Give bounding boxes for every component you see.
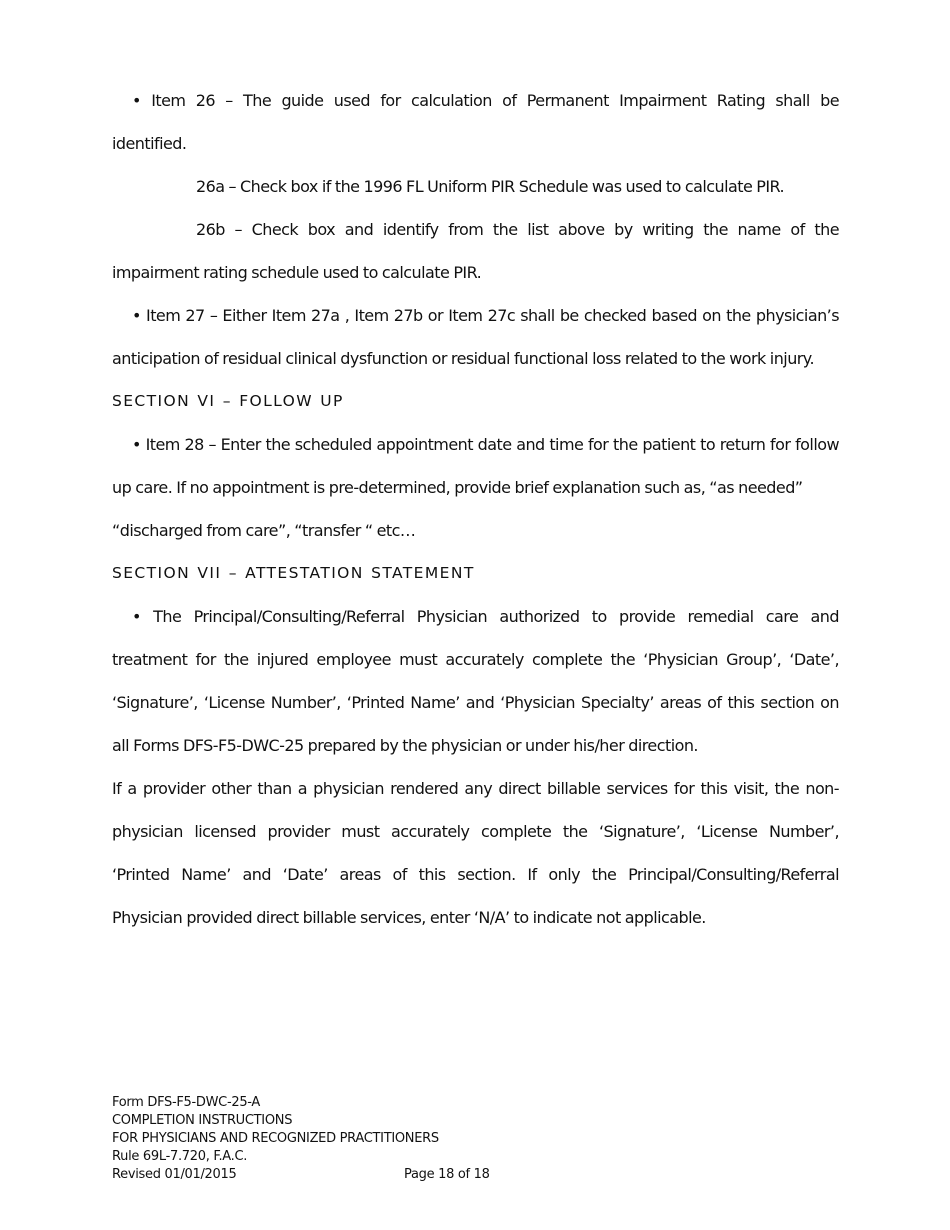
footer-rule: Rule 69L-7.720, F.A.C. <box>112 1149 248 1164</box>
footer-last-line <box>112 1166 612 1184</box>
item28-text: • Item 28 – Enter the scheduled appointment date and time for the patient to return for follow <box>132 435 839 454</box>
provider-text-cont2: ‘Printed Name’ and ‘Date’ areas of this section. If only the Principal/Consulting/Referral <box>112 865 839 884</box>
attestation-text-cont2: ‘Signature’, ‘License Number’, ‘Printed Name’ and ‘Physician Specialty’ areas of this section on <box>112 693 839 712</box>
provider-text: If a provider other than a physician rendered any direct billable services for this visit, the non- <box>112 779 839 798</box>
attestation-text: • The Principal/Consulting/Referral Physician authorized to provide remedial care and <box>132 607 839 626</box>
item27-text: • Item 27 – Either Item 27a , Item 27b or Item 27c shall be checked based on the physician’s <box>132 306 839 325</box>
footer-revised: Revised 01/01/2015 <box>112 1167 237 1182</box>
footer-page-number: Page 18 of 18 <box>404 1167 490 1182</box>
footer-form-id: Form DFS-F5-DWC-25-A <box>112 1095 260 1110</box>
item27-text-cont: anticipation of residual clinical dysfunction or residual functional loss related to the work injury. <box>112 349 814 368</box>
attestation-text-cont3: all Forms DFS-F5-DWC-25 prepared by the physician or under his/her direction. <box>112 736 698 755</box>
provider-text-cont3: Physician provided direct billable services, enter ‘N/A’ to indicate not applicable. <box>112 908 706 927</box>
section-heading-attestation: SECTION VII – ATTESTATION STATEMENT <box>112 564 475 582</box>
footer-title-line2: FOR PHYSICIANS AND RECOGNIZED PRACTITIONERS <box>112 1131 439 1146</box>
attestation-text-cont: treatment for the injured employee must accurately complete the ‘Physician Group’, ‘Date’, <box>112 650 839 669</box>
item28-text-cont: up care. If no appointment is pre-determined, provide brief explanation such as, “as needed” <box>112 478 803 497</box>
footer-title-line1: COMPLETION INSTRUCTIONS <box>112 1113 293 1128</box>
item26-text-cont: identified. <box>112 134 187 153</box>
item26-text: • Item 26 – The guide used for calculation of Permanent Impairment Rating shall be <box>132 91 839 110</box>
item26a-text: 26a – Check box if the 1996 FL Uniform PIR Schedule was used to calculate PIR. <box>196 177 785 196</box>
item26b-text-cont: impairment rating schedule used to calculate PIR. <box>112 263 482 282</box>
provider-text-cont: physician licensed provider must accurately complete the ‘Signature’, ‘License Number’, <box>112 822 839 841</box>
item28-text-cont2: “discharged from care”, “transfer “ etc… <box>112 521 416 540</box>
document-body <box>112 79 839 939</box>
page-footer <box>112 1094 612 1184</box>
item26b-text: 26b – Check box and identify from the list above by writing the name of the <box>196 220 839 239</box>
section-heading-follow-up: SECTION VI – FOLLOW UP <box>112 392 344 410</box>
